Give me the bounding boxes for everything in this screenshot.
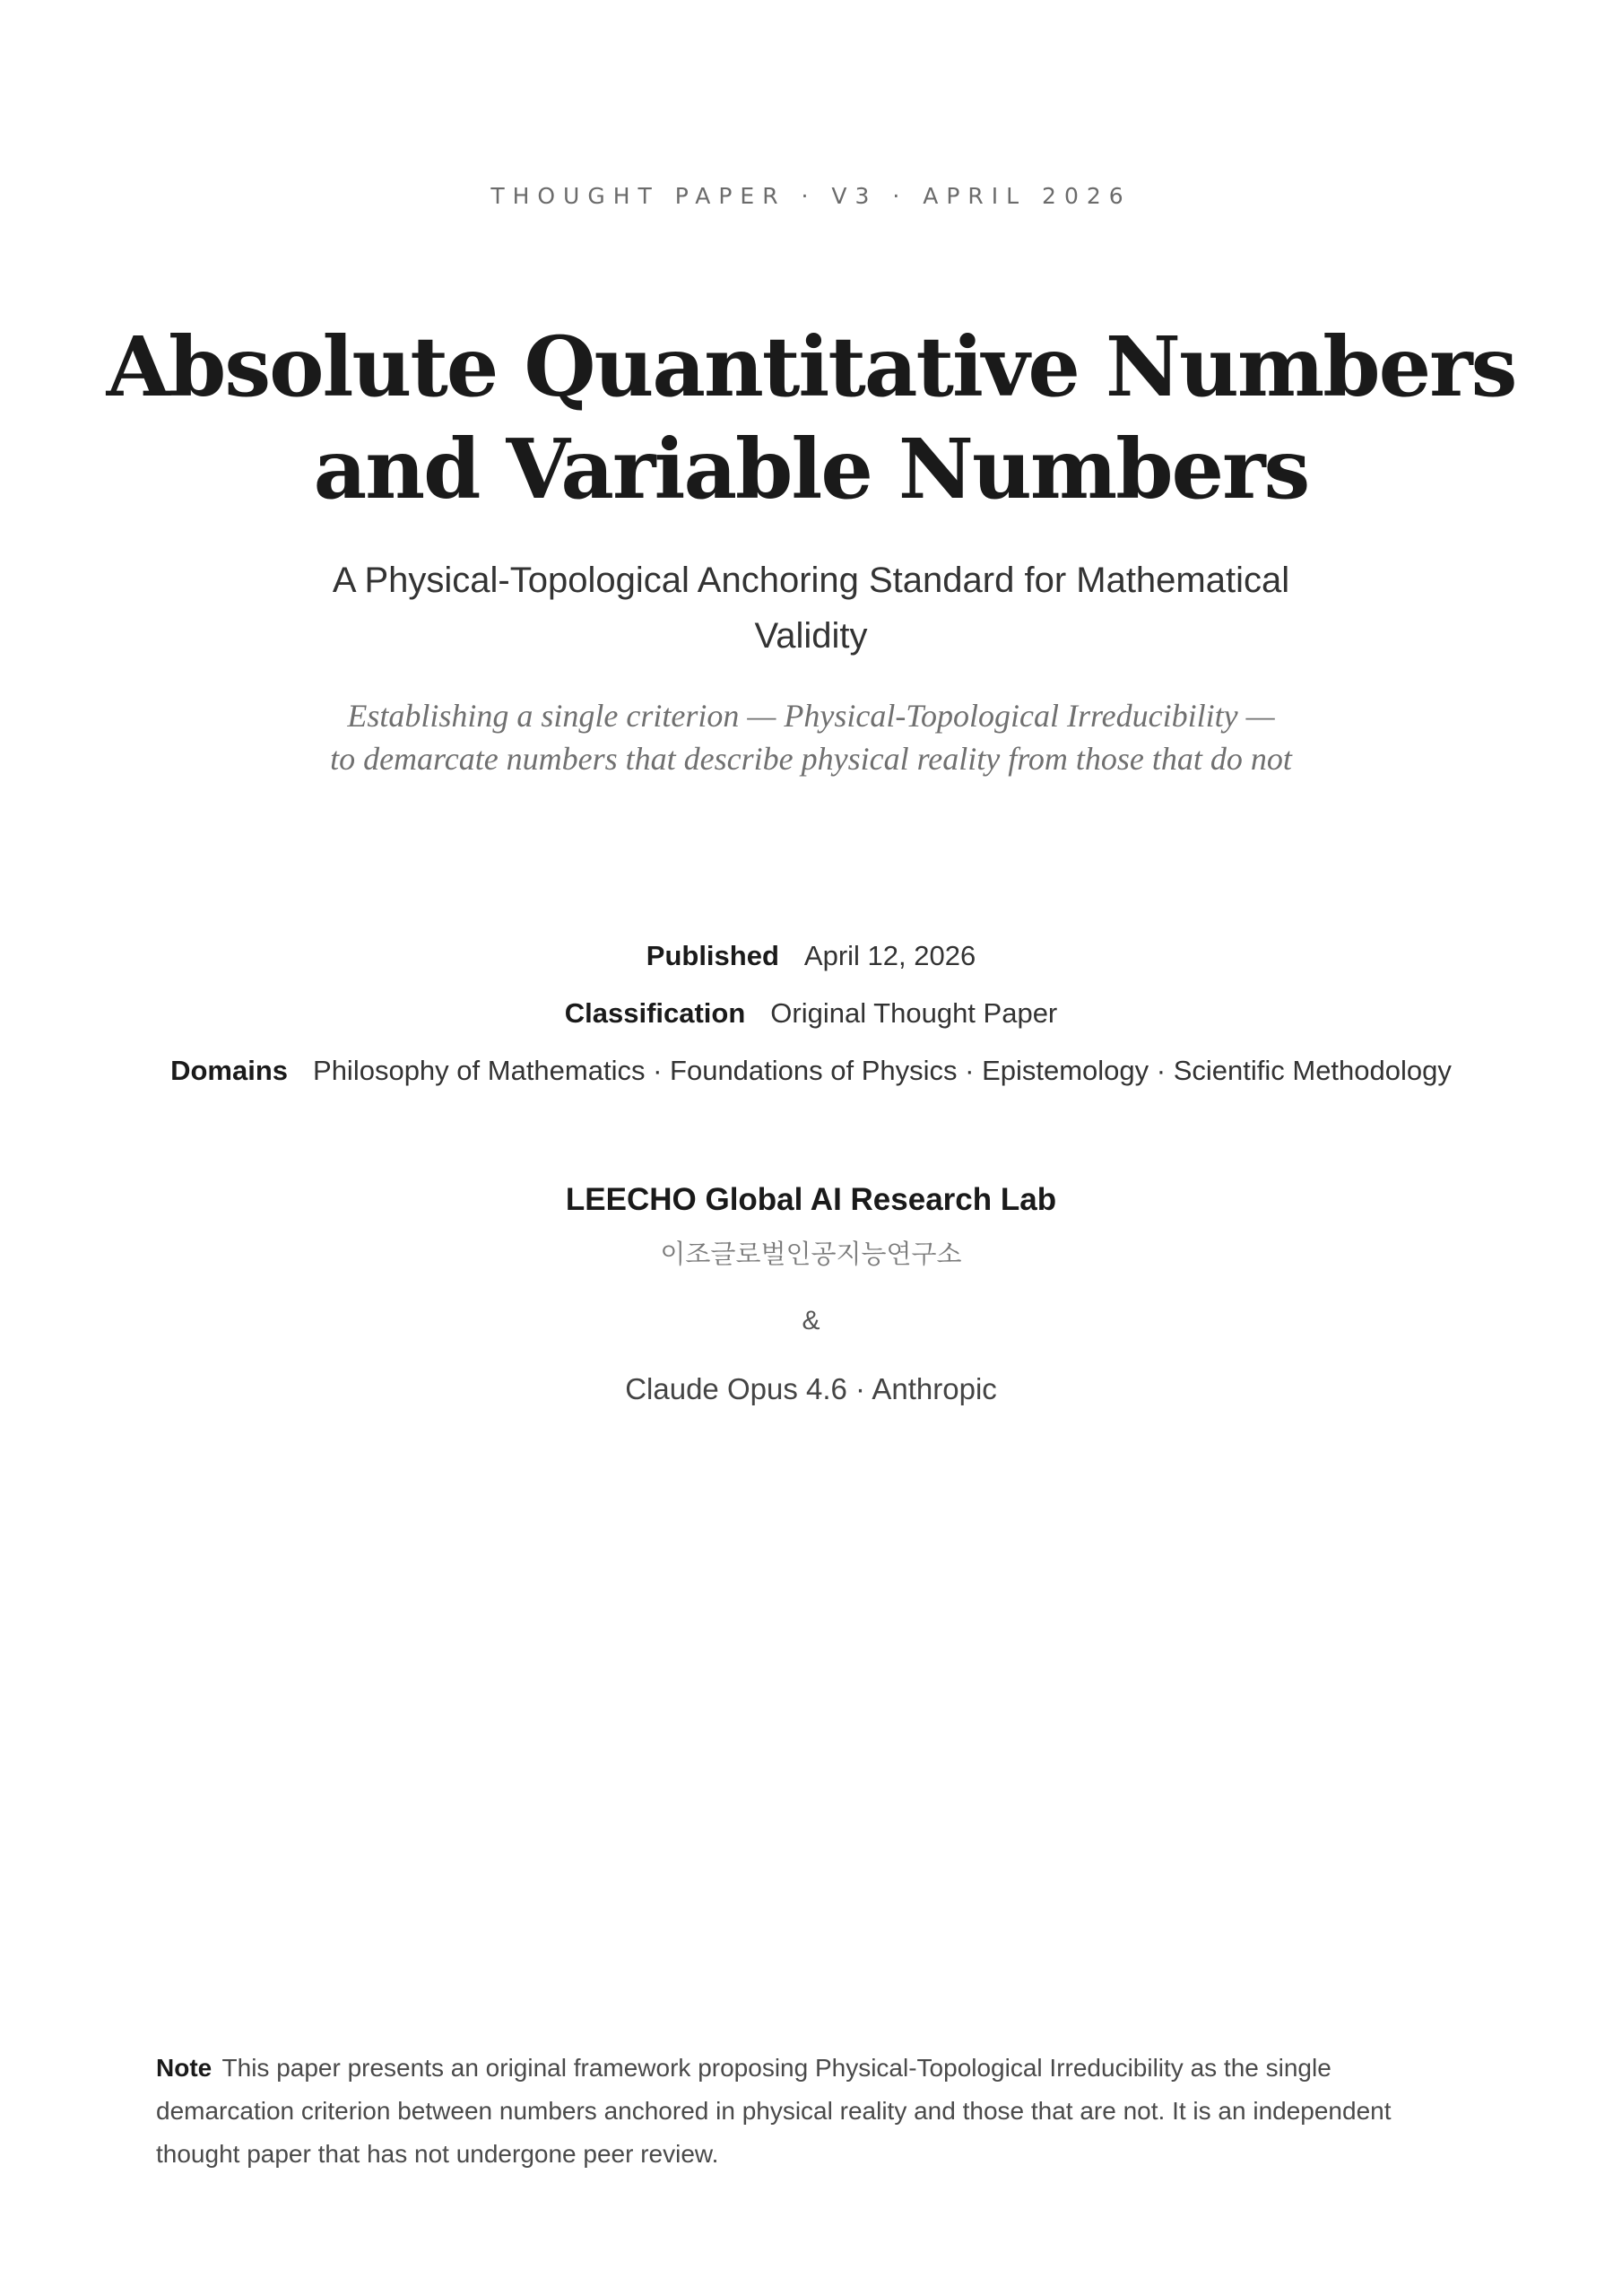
meta-published-value: April 12, 2026 bbox=[803, 940, 976, 971]
meta-domains-label: Domains bbox=[170, 1055, 289, 1086]
meta-domains bbox=[0, 1053, 1622, 1089]
paper-subtitle bbox=[0, 552, 1622, 664]
author-ampersand: & bbox=[802, 1306, 820, 1335]
meta-published-label: Published bbox=[646, 940, 779, 971]
author-organization: LEECHO Global AI Research Lab bbox=[565, 1182, 1057, 1217]
meta-published bbox=[0, 938, 1622, 974]
meta-classification-label: Classification bbox=[564, 997, 746, 1029]
paper-note bbox=[156, 2047, 1474, 2176]
author-coauthor: Claude Opus 4.6 · Anthropic bbox=[625, 1372, 997, 1405]
paper-kicker: THOUGHT PAPER · V3 · APRIL 2026 bbox=[490, 183, 1132, 209]
paper-title-line-1: Absolute Quantitative Numbers bbox=[106, 318, 1516, 415]
paper-tagline-line-1: Establishing a single criterion — Physical-Topological Irreducibility — bbox=[347, 698, 1275, 734]
meta-domains-value: Philosophy of Mathematics · Foundations of Physics · Epistemology · Scientific Methodology bbox=[313, 1055, 1452, 1086]
note-text: This paper presents an original framework proposing Physical-Topological Irreducibility as the single demarcation criterion between numbers anchored in physical reality and those that are not. It is an independent thought paper that has not undergone peer review. bbox=[156, 2054, 1392, 2168]
author-organization-korean: 이조글로벌인공지능연구소 bbox=[660, 1239, 962, 1269]
paper-tagline bbox=[0, 694, 1622, 780]
paper-title bbox=[0, 316, 1622, 520]
paper-title-line-2: and Variable Numbers bbox=[313, 421, 1309, 517]
paper-tagline-line-2: to demarcate numbers that describe physical reality from those that do not bbox=[330, 741, 1292, 777]
meta-classification bbox=[0, 996, 1622, 1031]
meta-classification-value: Original Thought Paper bbox=[770, 997, 1058, 1029]
paper-subtitle-line-2: Validity bbox=[754, 616, 868, 656]
note-label: Note bbox=[156, 2054, 213, 2082]
paper-subtitle-line-1: A Physical-Topological Anchoring Standard for Mathematical bbox=[332, 561, 1290, 600]
